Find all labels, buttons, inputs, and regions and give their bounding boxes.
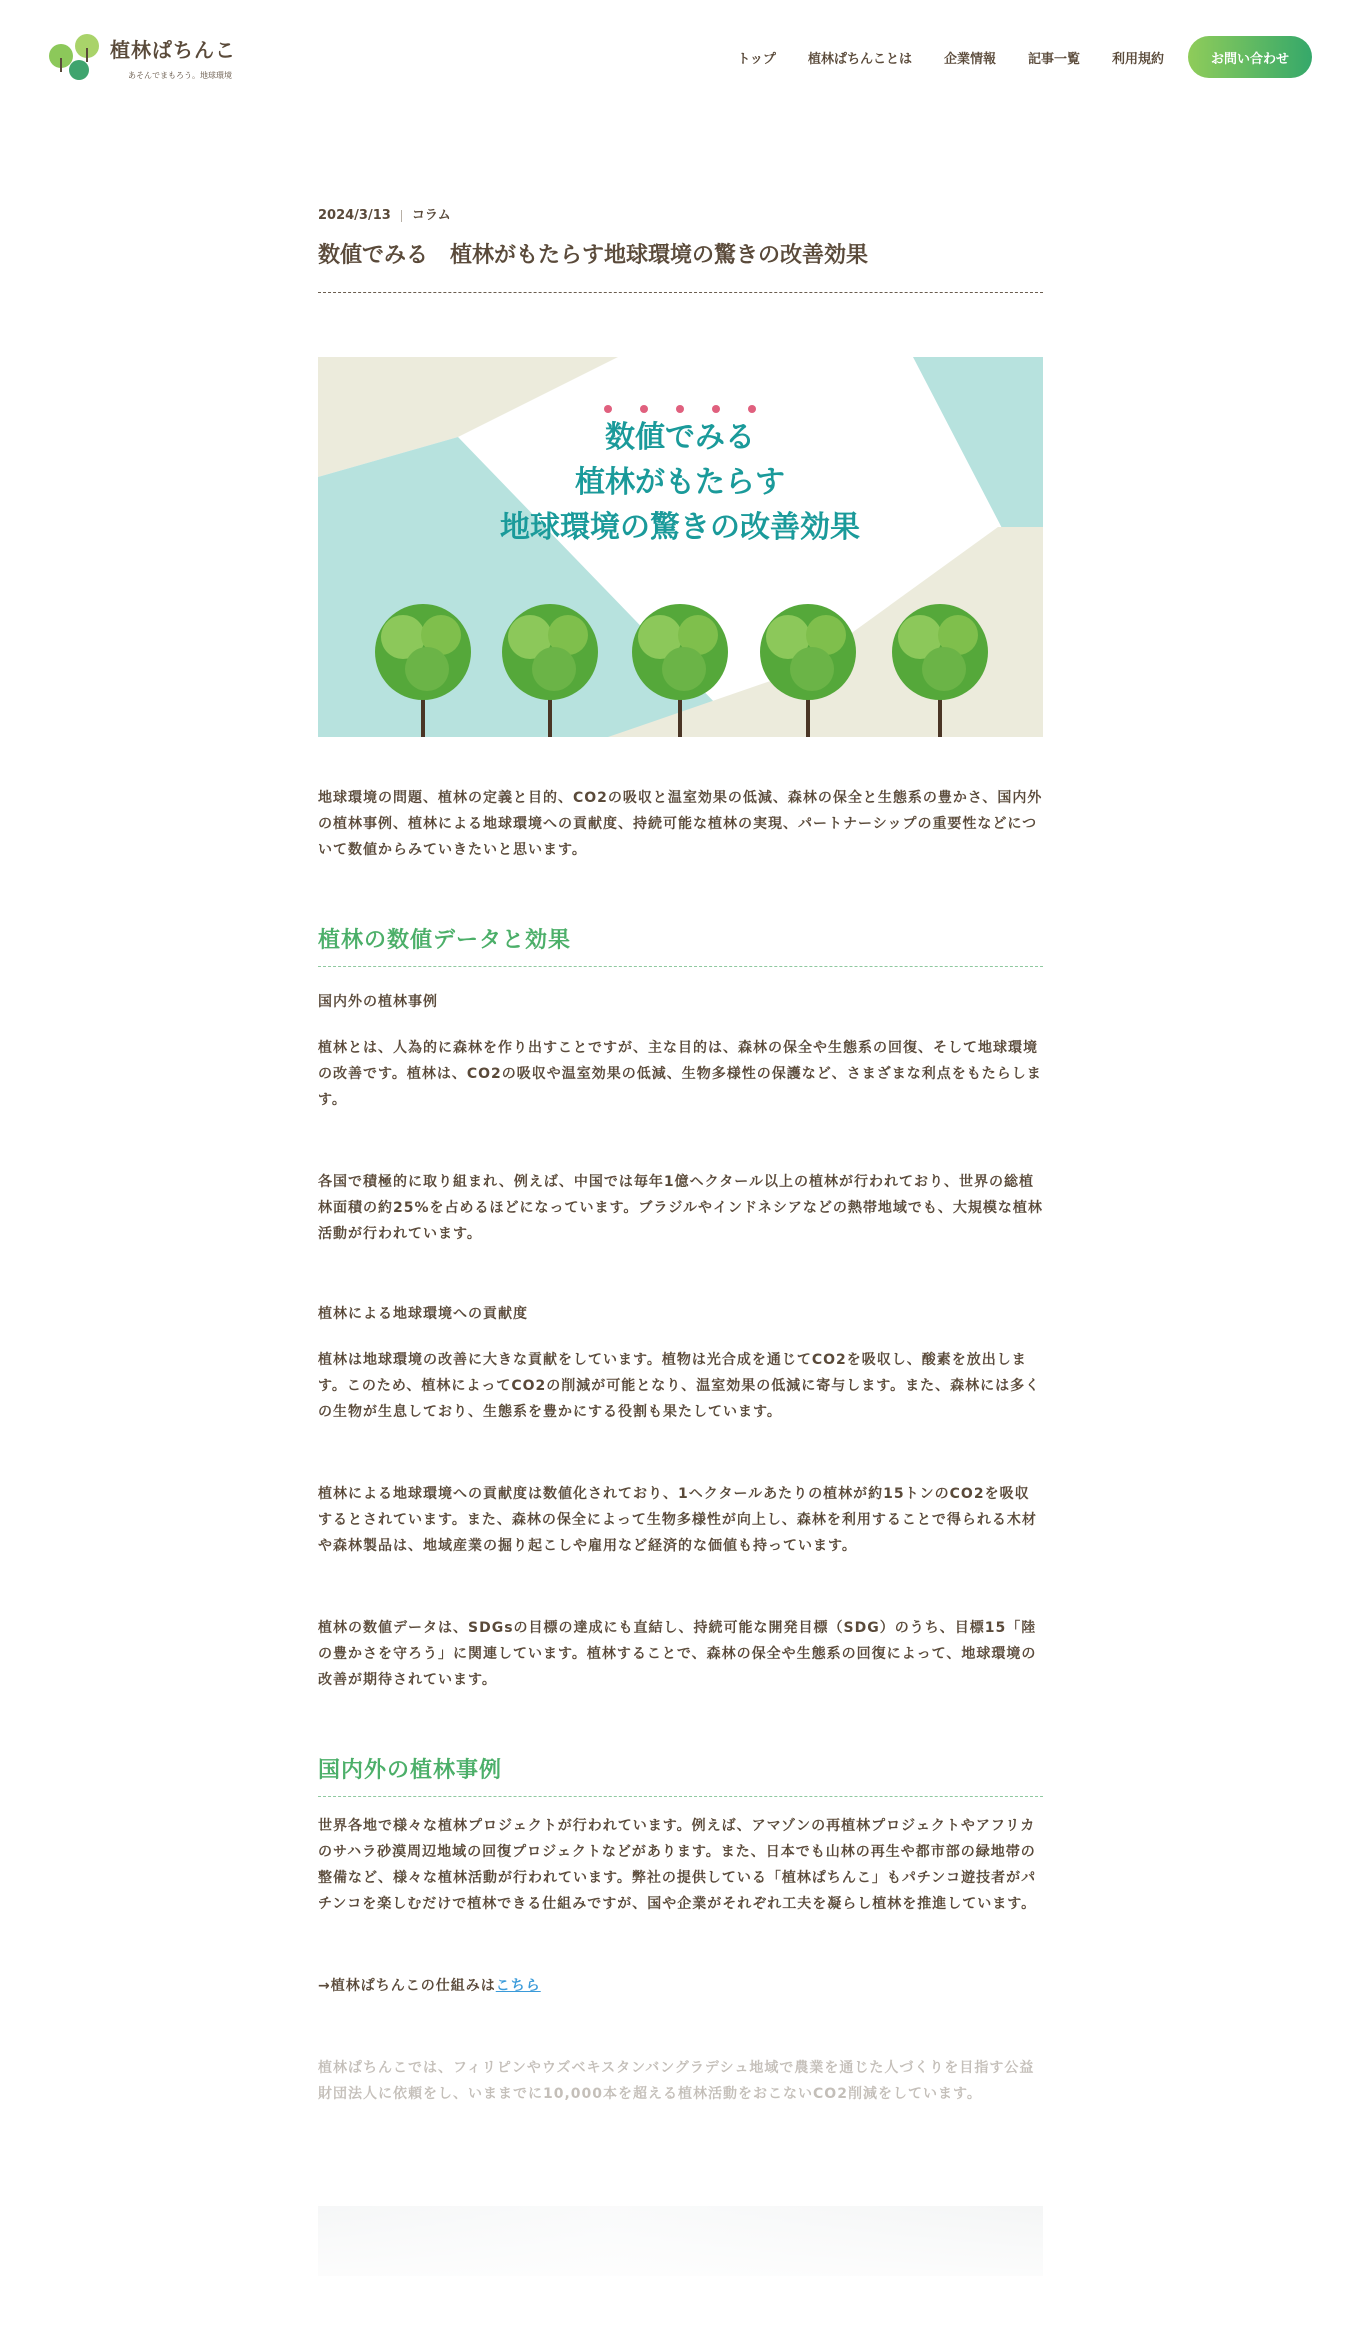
section-heading-cases: 国内外の植林事例	[318, 1753, 1043, 1797]
site-logo[interactable]	[48, 30, 248, 88]
nav-about[interactable]: 植林ぱちんことは	[807, 51, 912, 67]
paragraph: 植林の数値データは、SDGsの目標の達成にも直結し、持続可能な開発目標（SDG）のうち、目標15「陸の豊かさを守ろう」に関連しています。植林することで、森林の保全や生態系の回復によって、地球環境の改善が期待されています。	[318, 1620, 1037, 1688]
paragraph: 植林とは、人為的に森林を作り出すことですが、主な目的は、森林の保全や生態系の回復、そして地球環境の改善です。植林は、CO2の吸収や温室効果の低減、生物多様性の保護など、さまざまな利点をもたらします。	[318, 1040, 1042, 1108]
meta-separator	[401, 210, 402, 222]
mechanism-link-line	[318, 1973, 1043, 1999]
link-prefix: →植林ぱちんこの仕組みは	[318, 1978, 496, 1994]
hero-image	[318, 357, 1043, 737]
subheading-cases: 国内外の植林事例	[318, 994, 438, 1010]
subheading-contribution: 植林による地球環境への貢献度	[318, 1306, 528, 1322]
hero-line-1: 数値でみる	[605, 420, 755, 455]
article	[318, 204, 1043, 2107]
intro-paragraph: 地球環境の問題、植林の定義と目的、CO2の吸収と温室効果の低減、森林の保全と生態系の豊かさ、国内外の植林事例、植林による地球環境への貢献度、持続可能な植林の実現、パートナーシップの重要性などについて数値からみていきたいと思います。	[318, 790, 1043, 858]
paragraph: 各国で積極的に取り組まれ、例えば、中国では毎年1億ヘクタール以上の植林が行われており、世界の総植林面積の約25%を占めるほどになっています。ブラジルやインドネシアなどの熱帯地域でも、大規模な植林活動が行われています。	[318, 1174, 1043, 1242]
title-divider	[318, 292, 1043, 293]
read-more-fade	[0, 2130, 1360, 2342]
logo-tagline: あそんでまもろう。地球環境	[128, 71, 232, 80]
contact-button[interactable]: お問い合わせ	[1188, 36, 1312, 78]
article-date: 2024/3/13	[318, 208, 391, 223]
paragraph: 植林ぱちんこでは、フィリピンやウズベキスタンバングラデシュ地域で農業を通じた人づくりを目指す公益財団法人に依頼をし、いままでに10,000本を超える植林活動をおこないCO2削減をしています。	[318, 2060, 1035, 2102]
hero-line-2: 植林がもたらす	[575, 465, 785, 500]
hero-illustration	[318, 357, 1043, 737]
tree-logo-icon	[48, 30, 108, 86]
logo-title: 植林ぱちんこ	[110, 38, 236, 62]
main-nav	[705, 36, 1312, 78]
paragraph: 植林による地球環境への貢献度は数値化されており、1ヘクタールあたりの植林が約15トンのCO2を吸収するとされています。また、森林の保全によって生物多様性が向上し、森林を利用することで得られる木材や森林製品は、地域産業の掘り起こしや雇用など経済的な価値も持っています。	[318, 1486, 1037, 1554]
nav-company[interactable]: 企業情報	[943, 51, 996, 67]
article-category[interactable]: コラム	[411, 208, 451, 223]
nav-articles[interactable]: 記事一覧	[1027, 51, 1080, 67]
article-meta	[318, 204, 1043, 223]
paragraph: 植林は地球環境の改善に大きな貢献をしています。植物は光合成を通じてCO2を吸収し、酸素を放出します。このため、植林によってCO2の削減が可能となり、温室効果の低減に寄与します。また、森林には多くの生物が生息しており、生態系を豊かにする役割も果たしています。	[318, 1352, 1041, 1420]
article-title: 数値でみる 植林がもたらす地球環境の驚きの改善効果	[318, 243, 869, 268]
mechanism-link[interactable]: こちら	[495, 1978, 541, 1994]
nav-top[interactable]: トップ	[737, 51, 776, 67]
paragraph: 世界各地で様々な植林プロジェクトが行われています。例えば、アマゾンの再植林プロジェクトやアフリカのサハラ砂漠周辺地域の回復プロジェクトなどがあります。また、日本でも山林の再生や都市部の緑地帯の整備など、様々な植林活動が行われています。弊社の提供している「植林ぱちんこ」もパチンコ遊技者がパチンコを楽しむだけで植林できる仕組みですが、国や企業がそれぞれ工夫を凝らし植林を推進しています。	[318, 1818, 1037, 1912]
nav-terms[interactable]: 利用規約	[1111, 51, 1164, 67]
section-heading-data: 植林の数値データと効果	[318, 923, 1043, 967]
hero-line-3: 地球環境の驚きの改善効果	[500, 510, 860, 545]
site-header	[0, 0, 1360, 116]
